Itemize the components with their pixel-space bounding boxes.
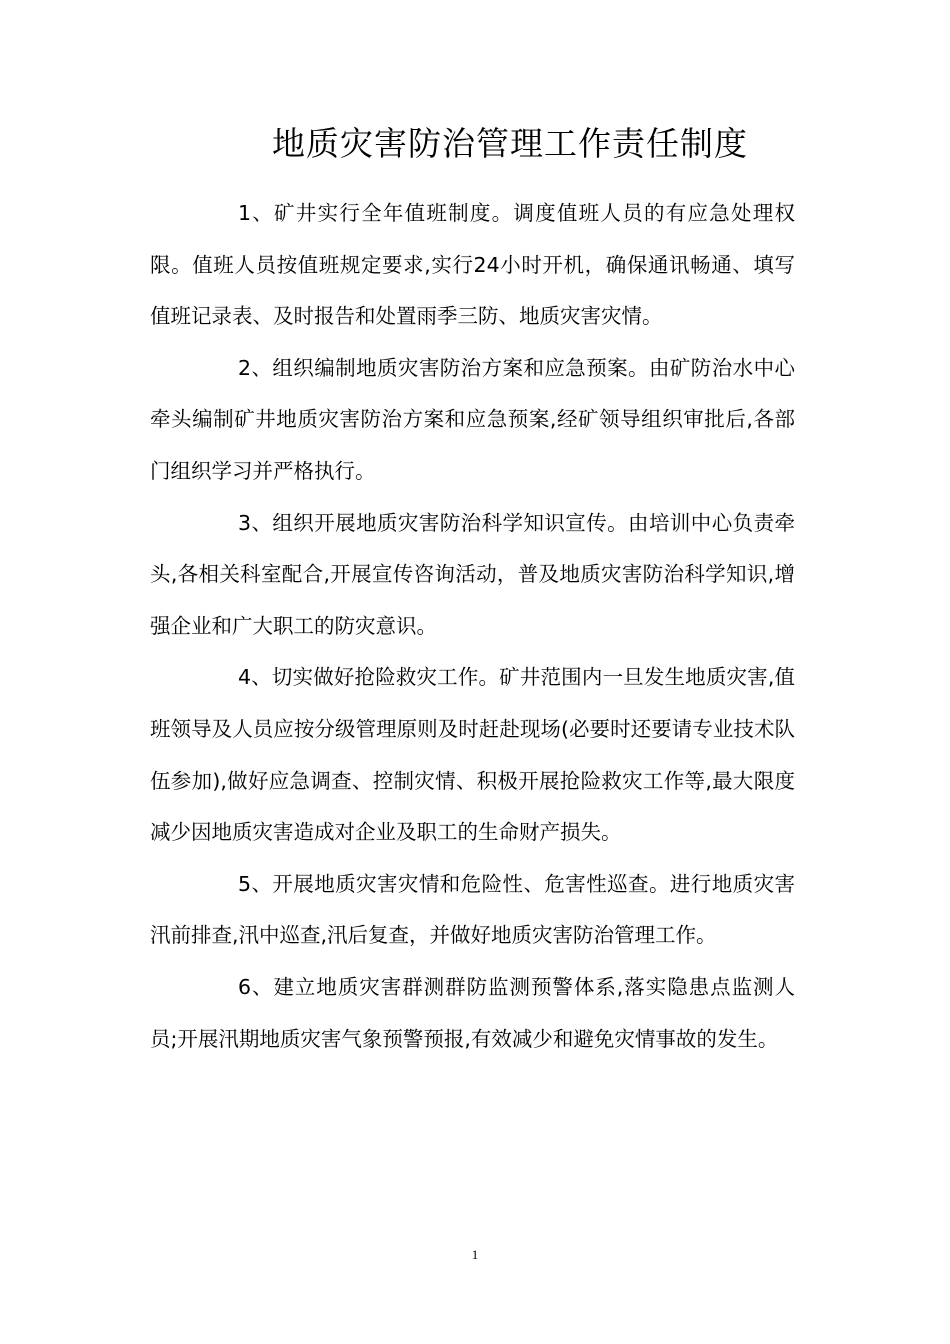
page-number: 1: [471, 1247, 479, 1262]
document-body: [150, 188, 795, 1065]
paragraph-3: 3、组织开展地质灾害防治科学知识宣传。由培训中心负责牵头,各相关科室配合,开展宣传咨询活动，普及地质灾害防治科学知识,增强企业和广大职工的防灾意识。: [150, 510, 795, 638]
paragraph-5: 5、开展地质灾害灾情和危险性、危害性巡查。进行地质灾害汛前排查,汛中巡查,汛后复查，并做好地质灾害防治管理工作。: [150, 871, 795, 948]
paragraph-1: 1、矿井实行全年值班制度。调度值班人员的有应急处理权限。值班人员按值班规定要求,实行24小时开机，确保通讯畅通、填写值班记录表、及时报告和处置雨季三防、地质灾害灾情。: [150, 201, 795, 329]
paragraph-4: 4、切实做好抢险救灾工作。矿井范围内一旦发生地质灾害,值班领导及人员应按分级管理原则及时赶赴现场(必要时还要请专业技术队伍参加),做好应急调查、控制灾情、积极开展抢险救灾工作等,最大限度减少因地质灾害造成对企业及职工的生命财产损失。: [150, 665, 795, 845]
paragraph-6: 6、建立地质灾害群测群防监测预警体系,落实隐患点监测人员;开展汛期地质灾害气象预警预报,有效减少和避免灾情事故的发生。: [150, 974, 795, 1051]
document-title: 地质灾害防治管理工作责任制度: [272, 124, 748, 163]
paragraph-2: 2、组织编制地质灾害防治方案和应急预案。由矿防治水中心牵头编制矿井地质灾害防治方案和应急预案,经矿领导组织审批后,各部门组织学习并严格执行。: [150, 355, 795, 483]
